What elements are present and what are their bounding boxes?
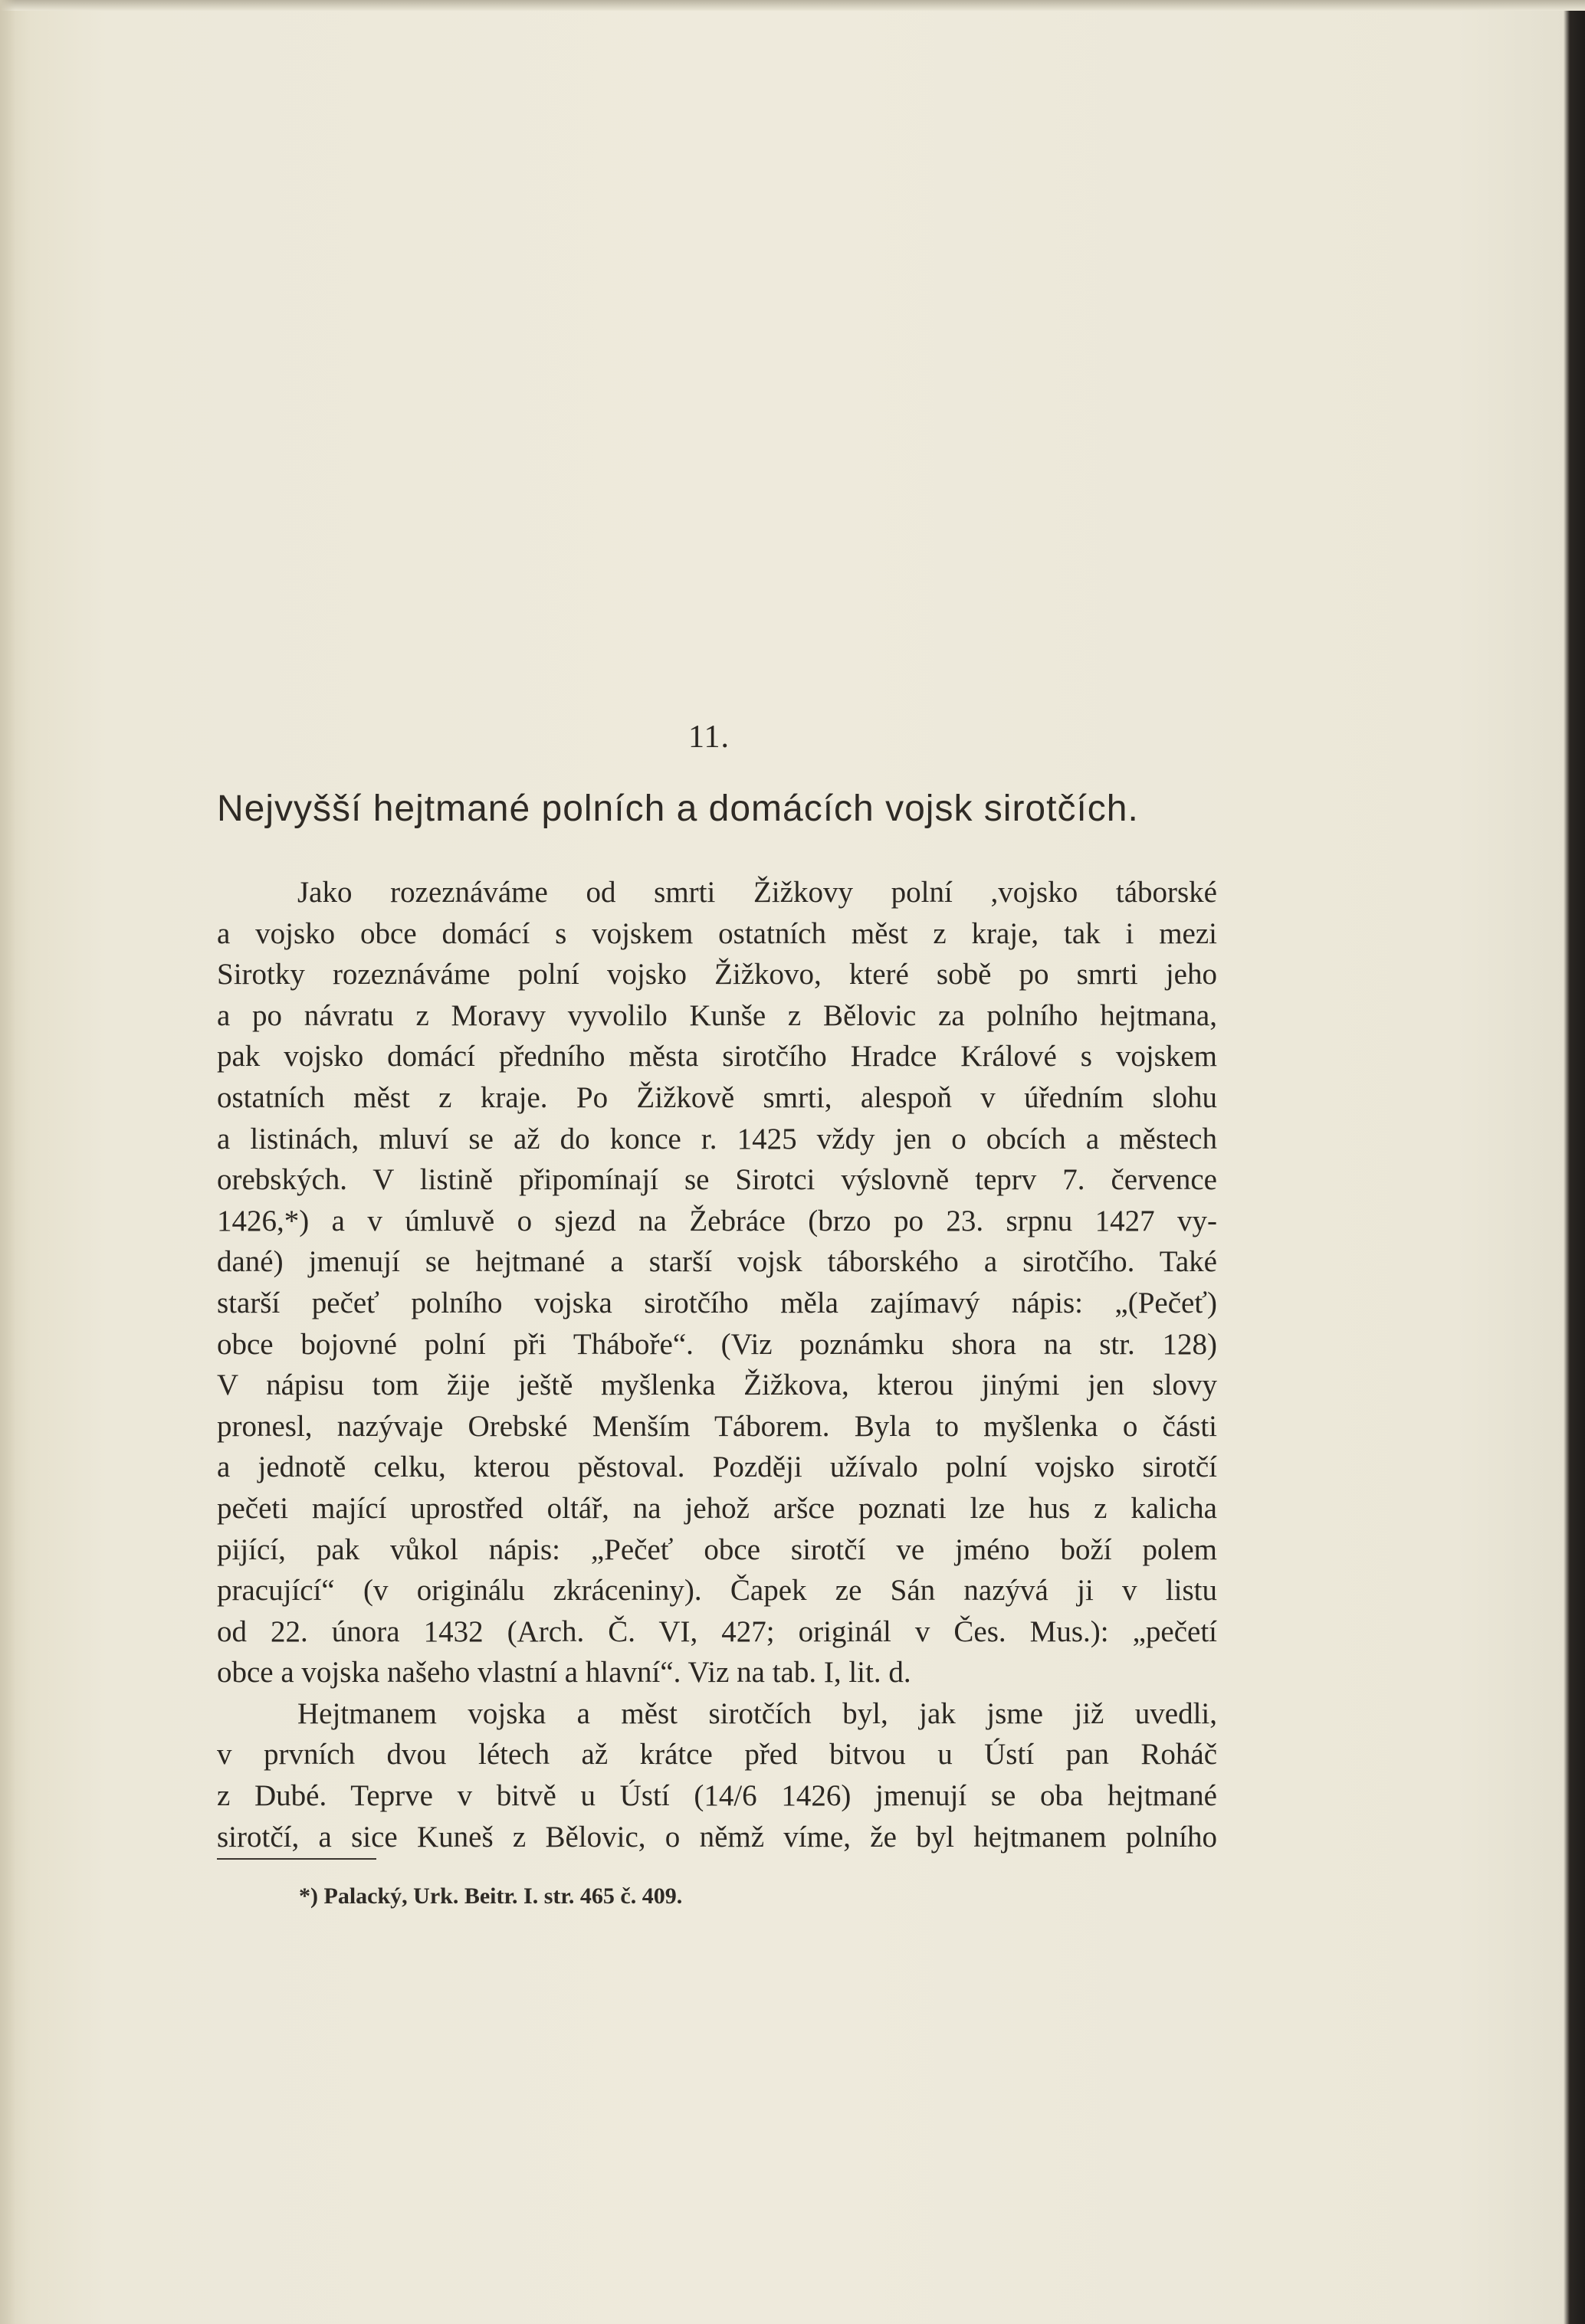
text-line: Jako rozeznáváme od smrti Žižkovy polní ,vojsko táborské bbox=[297, 876, 1217, 909]
text-line: ostatních měst z kraje. Po Žižkově smrti, alespoň v úředním slohu bbox=[217, 1080, 1217, 1114]
text-line: orebských. V listině připomínají se Sirotci výslovně teprv 7. července bbox=[217, 1163, 1217, 1197]
text-line: obce bojovné polní při Tháboře“. (Viz poznámku shora na str. 128) bbox=[217, 1327, 1217, 1361]
chapter-number: 11. bbox=[688, 719, 730, 755]
text-line: pracující“ (v originálu zkráceniny). Čapek ze Sán nazývá ji v listu bbox=[217, 1574, 1217, 1608]
binding-shadow bbox=[0, 0, 15, 2324]
chapter-title: Nejvyšší hejtmané polních a domácích vojsk sirotčích. bbox=[217, 788, 1139, 829]
text-line: pak vojsko domácí předního města sirotčího Hradce Králové s vojskem bbox=[217, 1040, 1217, 1073]
text-line: od 22. února 1432 (Arch. Č. VI, 427; originál v Čes. Mus.): „pečetí bbox=[217, 1614, 1217, 1648]
page-top-edge bbox=[0, 0, 1585, 11]
text-line: a jednotě celku, kterou pěstoval. Později užívalo polní vojsko sirotčí bbox=[217, 1450, 1217, 1484]
text-line: pronesl, nazývaje Orebské Menším Táborem. Byla to myšlenka o části bbox=[217, 1409, 1217, 1443]
text-line: sirotčí, a sice Kuneš z Bělovic, o němž víme, že byl hejtmanem polního bbox=[217, 1820, 1217, 1854]
text-line: v prvních dvou létech až krátce před bitvou u Ústí pan Roháč bbox=[217, 1738, 1217, 1772]
text-line: Hejtmanem vojska a měst sirotčích byl, jak jsme již uvedli, bbox=[297, 1696, 1217, 1730]
footnote-divider bbox=[217, 1858, 376, 1860]
footnote: *) Palacký, Urk. Beitr. I. str. 465 č. 409. bbox=[299, 1883, 683, 1909]
text-line: a vojsko obce domácí s vojskem ostatních měst z kraje, tak i mezi bbox=[217, 916, 1217, 950]
text-line: V nápisu tom žije ještě myšlenka Žižkova, kterou jinými jen slovy bbox=[217, 1369, 1217, 1402]
text-line: pečeti mající uprostřed oltář, na jehož aršce poznati lze hus z kalicha bbox=[217, 1491, 1217, 1525]
text-line: Sirotky rozeznáváme polní vojsko Žižkovo, které sobě po smrti jeho bbox=[217, 958, 1217, 992]
text-line: a po návratu z Moravy vyvolilo Kunše z Bělovic za polního hejtmana, bbox=[217, 998, 1217, 1032]
text-line: z Dubé. Teprve v bitvě u Ústí (14/6 1426) jmenují se oba hejtmané bbox=[217, 1779, 1217, 1813]
text-line: obce a vojska našeho vlastní a hlavní“. Viz na tab. I, lit. d. bbox=[217, 1656, 911, 1690]
text-line: dané) jmenují se hejtmané a starší vojsk táborského a sirotčího. Také bbox=[217, 1245, 1217, 1279]
body-text bbox=[217, 872, 1217, 1857]
text-line: 1426,*) a v úmluvě o sjezd na Žebráce (brzo po 23. srpnu 1427 vy- bbox=[217, 1204, 1217, 1237]
text-line: starší pečeť polního vojska sirotčího měla zajímavý nápis: „(Pečeť) bbox=[217, 1286, 1217, 1319]
text-line: pijící, pak vůkol nápis: „Pečeť obce sirotčí ve jméno boží polem bbox=[217, 1532, 1217, 1566]
text-line: a listinách, mluví se až do konce r. 1425 vždy jen o obcích a městech bbox=[217, 1122, 1217, 1155]
